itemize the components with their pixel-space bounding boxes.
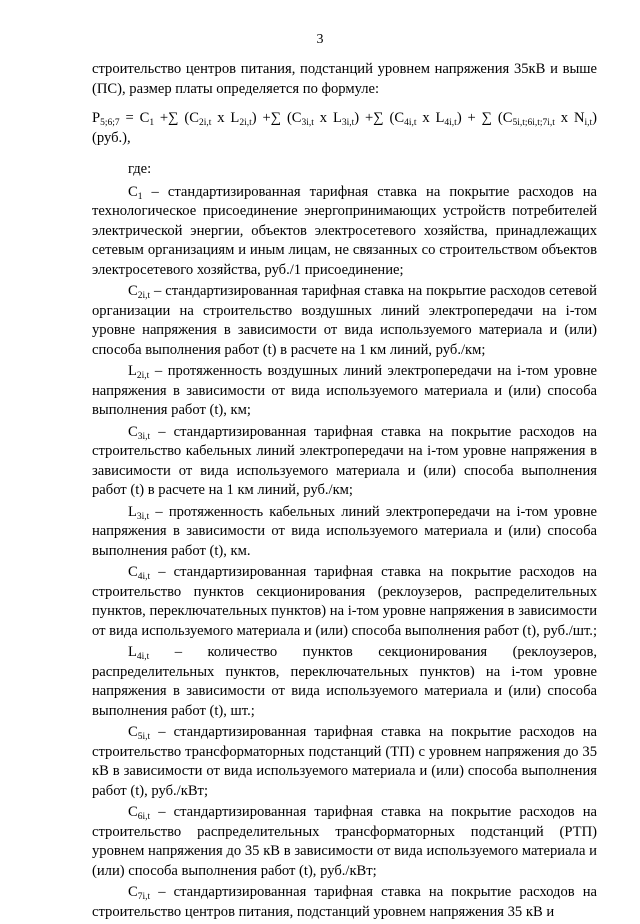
definition-text: стандартизированная тарифная ставка на покрытие расходов сетевой организации на строительство воздушных линий электропередачи на i-том уровне напряжения в зависимости от вида используемого материала и (или) способа выполнения работ (t) в расчете на 1 км линий, руб./км; xyxy=(92,283,597,358)
formula-part: ) +∑ (C xyxy=(251,110,302,126)
formula-subscript: 3i,t xyxy=(341,118,355,128)
symbol-subscript: 3i,t xyxy=(136,511,150,522)
definitions-list xyxy=(92,183,597,923)
symbol-letter: L xyxy=(128,363,137,379)
definition-text: стандартизированная тарифная ставка на покрытие расходов на строительство трансформаторных подстанций (ТП) с уровнем напряжения до 35 кВ в зависимости от вида используемого материала и (или) способа выполнения работ (t), руб./кВт; xyxy=(92,724,598,799)
definition-dash: – xyxy=(150,423,174,440)
formula-part: ) (руб.), xyxy=(92,110,598,146)
definition-dash: – xyxy=(149,503,169,520)
definition-item xyxy=(92,423,597,501)
definition-text: протяженность кабельных линий электропередачи на i-том уровне напряжения в зависимости от вида используемого материала и (или) способа выполнения работ (t), км. xyxy=(92,503,597,559)
formula-subscript: i,t xyxy=(584,118,593,128)
intro-paragraph: строительство центров питания, подстанций уровнем напряжения 35кВ и выше (ПС), размер платы определяется по формуле: xyxy=(92,61,597,97)
formula-p-subscript: 5;6;7 xyxy=(100,118,120,128)
symbol-letter: C xyxy=(128,283,138,299)
definition-text: стандартизированная тарифная ставка на покрытие расходов на строительство кабельных линий электропередачи на i-том уровне напряжения в зависимости от вида используемого материала и (или) способа выполнения работ (t) в расчете на 1 км линий, руб./км; xyxy=(92,423,598,498)
definition-text: стандартизированная тарифная ставка на покрытие расходов на строительство центров питания, подстанций уровнем напряжения 35 кВ и xyxy=(92,884,598,920)
definition-dash: – xyxy=(150,564,174,580)
definition-dash: – xyxy=(149,363,168,379)
symbol-subscript: 4i,t xyxy=(137,572,151,582)
formula-part: x N xyxy=(554,110,585,126)
definition-symbol xyxy=(128,504,149,520)
symbol-letter: C xyxy=(128,724,138,740)
formula-subscript: 3i,t xyxy=(301,118,314,128)
symbol-subscript: 5i,t xyxy=(137,732,151,742)
formula-subscript: 2i,t xyxy=(199,118,212,128)
formula-part: x L xyxy=(211,110,240,126)
symbol-letter: L xyxy=(128,503,137,520)
definition-dash: – xyxy=(142,183,168,200)
formula-subscript: 2i,t xyxy=(239,118,252,128)
formula-subscript: 1 xyxy=(149,118,155,128)
definition-item xyxy=(92,362,597,421)
definition-text: стандартизированная тарифная ставка на покрытие расходов на технологическое присоединение энергопринимающих устройств потребителей электрической энергии, объектов электросетевого хозяйства, принадлежащих сетевым организациям и иным лицам, не связанных со строительством объектов электросетевого хозяйства, руб./1 присоединение; xyxy=(92,183,597,278)
definition-item xyxy=(92,723,597,801)
formula-subscript: 5i,t;6i,t;7i,t xyxy=(512,118,555,128)
symbol-letter: L xyxy=(128,644,137,660)
symbol-letter: C xyxy=(128,423,138,440)
definition-dash: – xyxy=(150,804,174,820)
symbol-subscript: 7i,t xyxy=(137,892,151,902)
symbol-letter: C xyxy=(128,804,138,820)
definition-symbol xyxy=(128,884,150,900)
payment-formula xyxy=(92,109,597,148)
symbol-subscript: 2i,t xyxy=(137,291,151,301)
symbol-subscript: 3i,t xyxy=(137,431,151,442)
formula-subscript: 4i,t xyxy=(404,118,417,128)
symbol-letter: C xyxy=(128,884,138,900)
symbol-subscript: 4i,t xyxy=(136,652,150,662)
definition-text: стандартизированная тарифная ставка на покрытие расходов на строительство распределительных трансформаторных подстанций (РТП) уровнем напряжения до 35 кВ в зависимости от вида используемого материала и (или) способа выполнения работ (t), руб./кВт; xyxy=(92,804,598,879)
formula-part: = C xyxy=(119,110,150,126)
definition-item xyxy=(92,183,597,281)
formula-part: x L xyxy=(313,110,342,126)
definition-dash: – xyxy=(150,724,174,740)
symbol-subscript: 2i,t xyxy=(136,371,150,381)
definition-dash: – xyxy=(149,644,208,660)
definition-symbol xyxy=(128,184,142,200)
formula-subscript: 4i,t xyxy=(444,118,457,128)
definition-item xyxy=(92,883,597,922)
formula-part: +∑ (C xyxy=(154,110,200,126)
definition-symbol xyxy=(128,363,149,379)
definition-dash: – xyxy=(150,283,166,299)
definition-symbol xyxy=(128,804,150,820)
definition-symbol xyxy=(128,283,150,299)
where-label: где: xyxy=(128,161,152,177)
definition-item xyxy=(92,503,597,562)
formula-part: ) +∑ (C xyxy=(354,110,405,126)
symbol-subscript: 6i,t xyxy=(137,812,151,822)
definition-text: стандартизированная тарифная ставка на покрытие расходов на строительство пунктов секционирования (реклоузеров, распределительных пунктов, переключательных пунктов) на i-том уровне напряжения в зависимости от вида используемого материала и (или) способа выполнения работ (t), руб./шт.; xyxy=(92,564,598,639)
definition-symbol xyxy=(128,724,150,740)
definition-item xyxy=(92,282,597,360)
definition-text: протяженность воздушных линий электропередачи на i-том уровне напряжения в зависимости от вида используемого материала и (или) способа выполнения работ (t), км; xyxy=(92,363,598,418)
symbol-letter: C xyxy=(128,564,138,580)
definition-dash: – xyxy=(150,884,174,900)
definition-item xyxy=(92,803,597,881)
document-body xyxy=(92,60,597,924)
definition-item xyxy=(92,643,597,721)
symbol-subscript: 1 xyxy=(137,191,143,202)
definition-symbol xyxy=(128,644,149,660)
formula-p-letter: P xyxy=(92,110,101,126)
formula-part: x L xyxy=(416,110,445,126)
page-number: 3 xyxy=(316,32,324,47)
definition-item xyxy=(92,563,597,641)
definition-symbol xyxy=(128,564,150,580)
symbol-letter: C xyxy=(128,183,138,200)
definition-symbol xyxy=(128,424,150,440)
formula-part: ) + ∑ (C xyxy=(456,110,513,126)
definition-text: количество пунктов секционирования (реклоузеров, распределительных пунктов, переключательных пунктов) на i-том уровне напряжения в зависимости от вида используемого материала и (или) способа выполнения работ (t), шт.; xyxy=(92,644,597,719)
